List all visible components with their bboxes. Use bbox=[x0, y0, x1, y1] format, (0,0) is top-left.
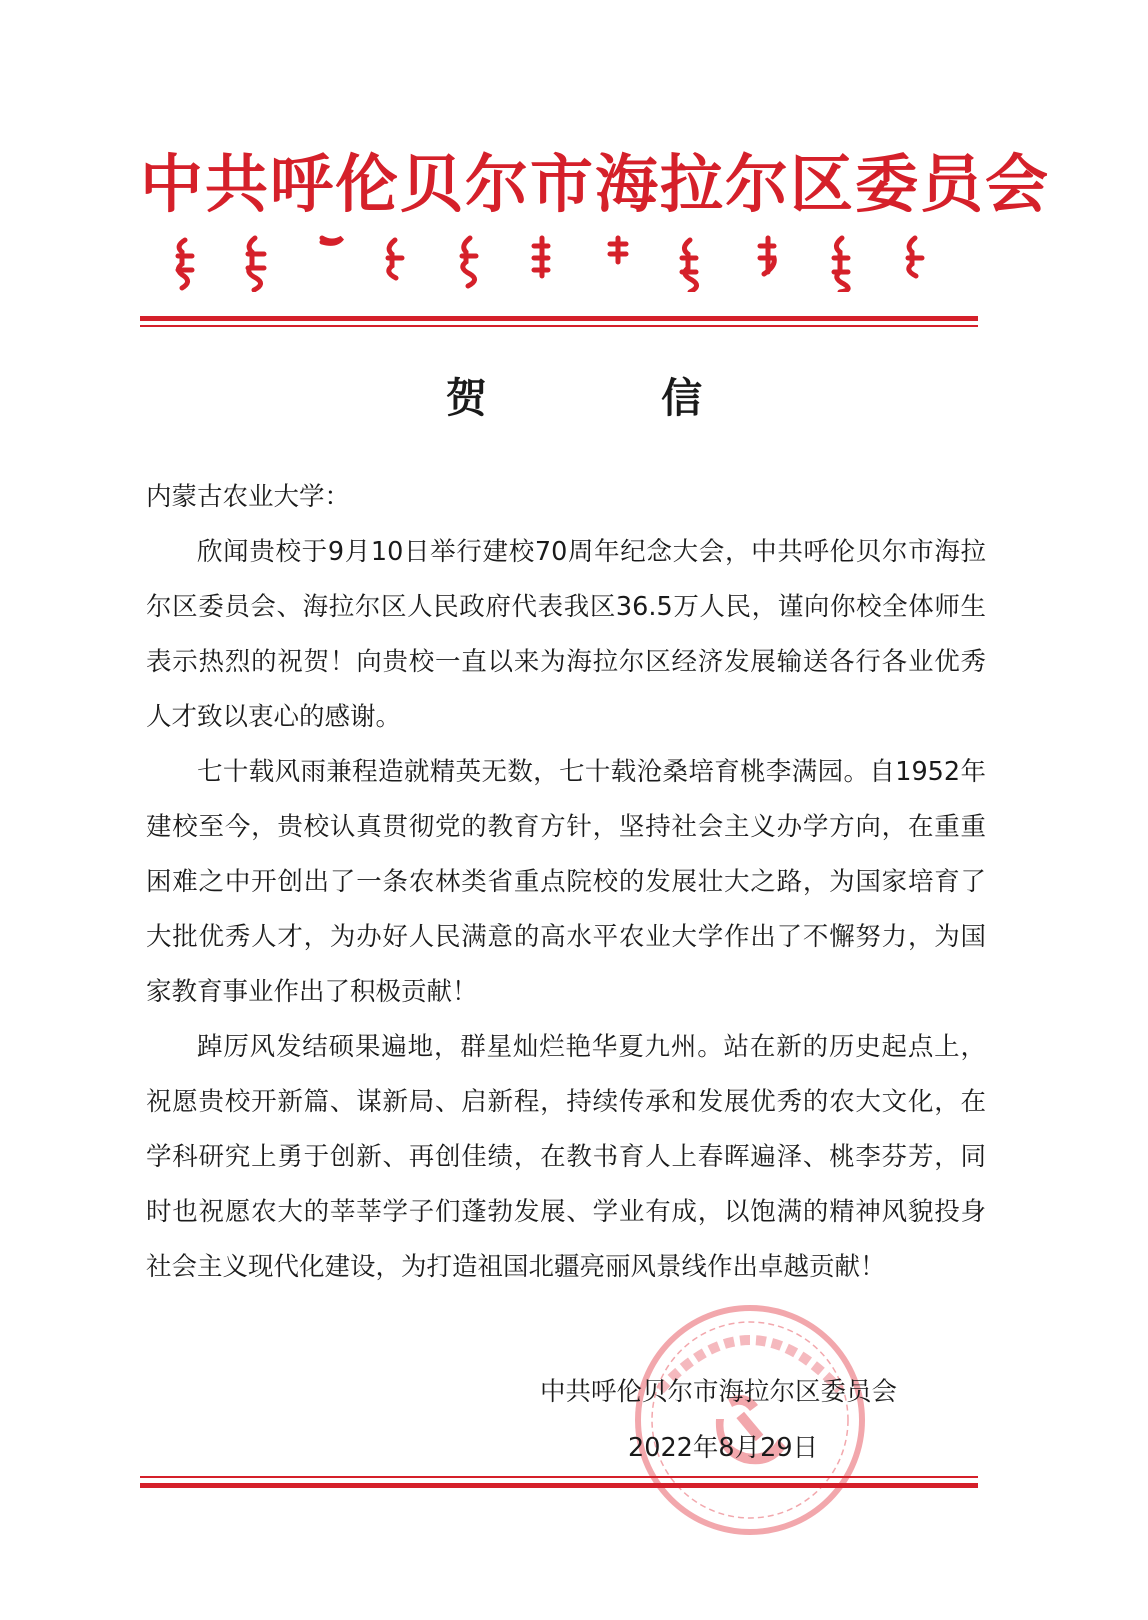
salutation: 内蒙古农业大学： bbox=[146, 482, 351, 512]
footer-rule-thin bbox=[140, 1476, 978, 1478]
letterhead-title: 中共呼伦贝尔市海拉尔区委员会 bbox=[140, 148, 1050, 221]
mongolian-script-line bbox=[170, 232, 960, 292]
header-rule-thin bbox=[140, 325, 978, 327]
signature: 中共呼伦贝尔市海拉尔区委员会 bbox=[540, 1377, 898, 1407]
letter-body bbox=[146, 470, 986, 1295]
header-rule-thick bbox=[140, 316, 978, 321]
document-heading: 贺 信 bbox=[445, 374, 783, 422]
paragraph: 欣闻贵校于9月10日举行建校70周年纪念大会，中共呼伦贝尔市海拉尔区委员会、海拉尔区人民政府代表我区36.5万人民，谨向你校全体师生表示热烈的祝贺！向贵校一直以来为海拉尔区经济发展输送各行各业优秀人才致以衷心的感谢。 bbox=[146, 537, 986, 732]
footer-rule-thick bbox=[140, 1483, 978, 1488]
date: 2022年8月29日 bbox=[628, 1433, 819, 1463]
paragraph: 踔厉风发结硕果遍地，群星灿烂艳华夏九州。站在新的历史起点上，祝愿贵校开新篇、谋新局、启新程，持续传承和发展优秀的农大文化，在学科研究上勇于创新、再创佳绩，在教书育人上春晖遍泽、桃李芬芳，同时也祝愿农大的莘莘学子们蓬勃发展、学业有成，以饱满的精神风貌投身社会主义现代化建设，为打造祖国北疆亮丽风景线作出卓越贡献！ bbox=[146, 1032, 986, 1282]
paragraph: 七十载风雨兼程造就精英无数，七十载沧桑培育桃李满园。自1952年建校至今，贵校认真贯彻党的教育方针，坚持社会主义办学方向，在重重困难之中开创出了一条农林类省重点院校的发展壮大之路，为国家培育了大批优秀人才，为办好人民满意的高水平农业大学作出了不懈努力，为国家教育事业作出了积极贡献！ bbox=[146, 757, 986, 1007]
official-seal-icon bbox=[630, 1300, 870, 1540]
